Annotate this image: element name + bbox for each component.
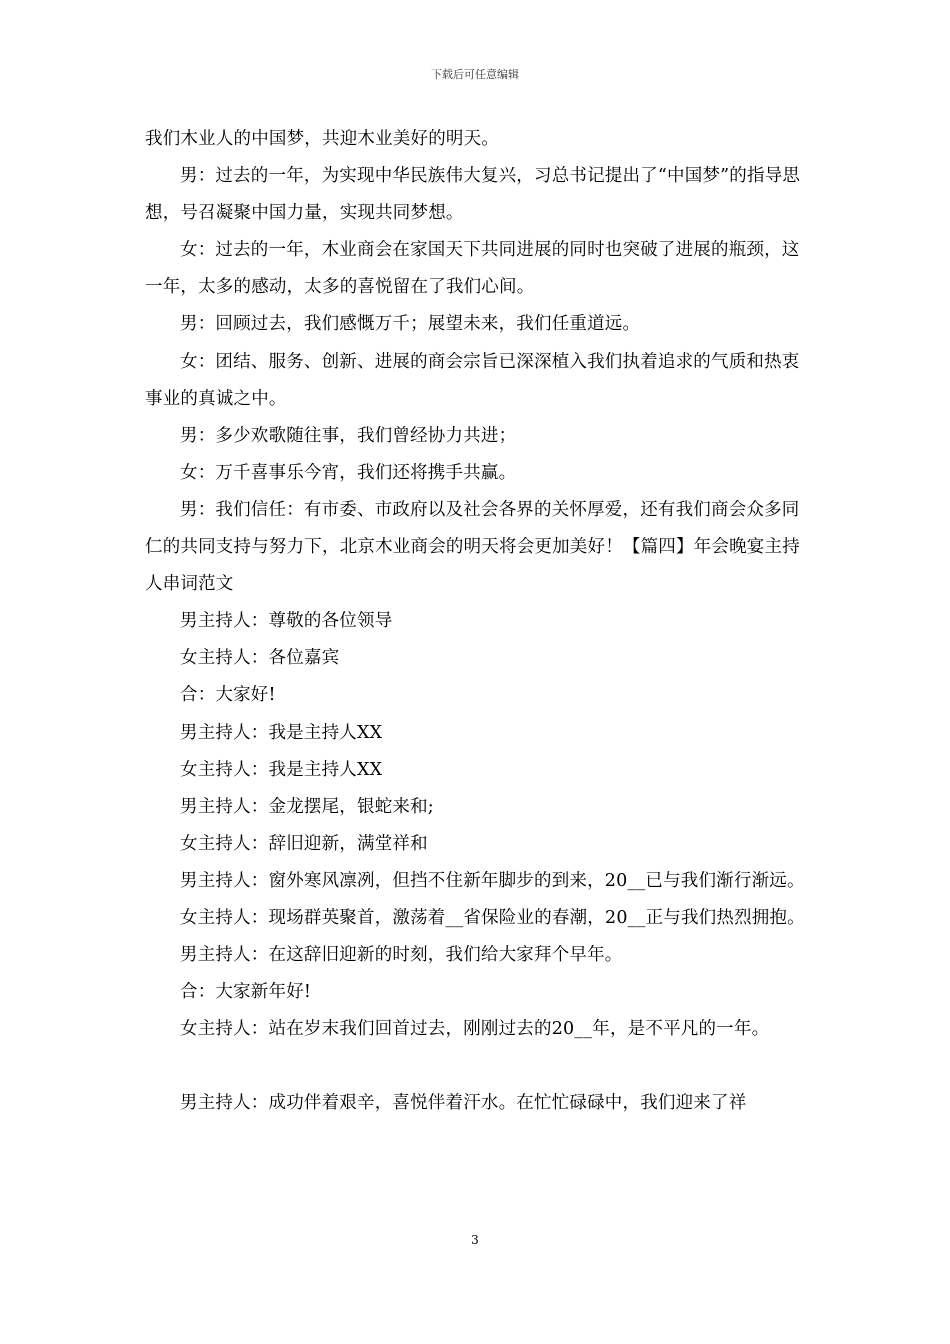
paragraph: 女：万千喜事乐今宵，我们还将携手共赢。: [180, 462, 517, 483]
blank-line: [145, 1048, 813, 1085]
paragraph: 男：我们信任：有市委、市政府以及社会各界的关怀厚爱，还有我们商会众多同仁的共同支持与努力下，北京木业商会的明天将会更加美好！【篇四】年会晚宴主持人串词范文: [145, 499, 800, 595]
paragraph: 男主持人：窗外寒风凛冽，但挡不住新年脚步的到来，20__已与我们渐行渐远。: [180, 870, 805, 891]
paragraph: 男主持人：尊敬的各位领导: [180, 611, 393, 632]
paragraph: 合：大家好!: [180, 685, 276, 706]
paragraph: 男：过去的一年，为实现中华民族伟大复兴，习总书记提出了“中国梦”的指导思想，号召凝聚中国力量，实现共同梦想。: [145, 166, 801, 224]
paragraph: 女：团结、服务、创新、进展的商会宗旨已深深植入我们执着追求的气质和热衷事业的真诚之中。: [145, 351, 800, 409]
page-number: 3: [471, 1233, 479, 1247]
paragraph: 男：多少欢歌随往事，我们曾经协力共进；: [180, 425, 517, 446]
paragraph: 女主持人：站在岁末我们回首过去，刚刚过去的20__年，是不平凡的一年。: [180, 1019, 770, 1040]
paragraph: 女：过去的一年，木业商会在家国天下共同进展的同时也突破了进展的瓶颈，这一年，太多的感动，太多的喜悦留在了我们心间。: [145, 240, 800, 298]
paragraph: 男：回顾过去，我们感慨万千；展望未来，我们任重道远。: [180, 314, 641, 335]
document-body: [145, 121, 813, 1123]
page-header: 下载后可任意编辑: [431, 68, 519, 81]
paragraph: 女主持人：现场群英聚首，激荡着__省保险业的春潮，20__正与我们热烈拥抱。: [180, 907, 805, 928]
paragraph: 女主持人：辞旧迎新，满堂祥和: [180, 833, 428, 854]
paragraph: 女主持人：各位嘉宾: [180, 648, 340, 669]
paragraph: 女主持人：我是主持人XX: [180, 759, 383, 780]
paragraph: 我们木业人的中国梦，共迎木业美好的明天。: [145, 129, 499, 149]
paragraph: 合：大家新年好!: [180, 982, 312, 1003]
paragraph: 男主持人：成功伴着艰辛，喜悦伴着汗水。在忙忙碌碌中，我们迎来了祥: [180, 1093, 747, 1114]
paragraph: 男主持人：金龙摆尾，银蛇来和;: [180, 796, 434, 817]
paragraph: 男主持人：我是主持人XX: [180, 722, 383, 743]
paragraph: 男主持人：在这辞旧迎新的时刻，我们给大家拜个早年。: [180, 945, 623, 966]
